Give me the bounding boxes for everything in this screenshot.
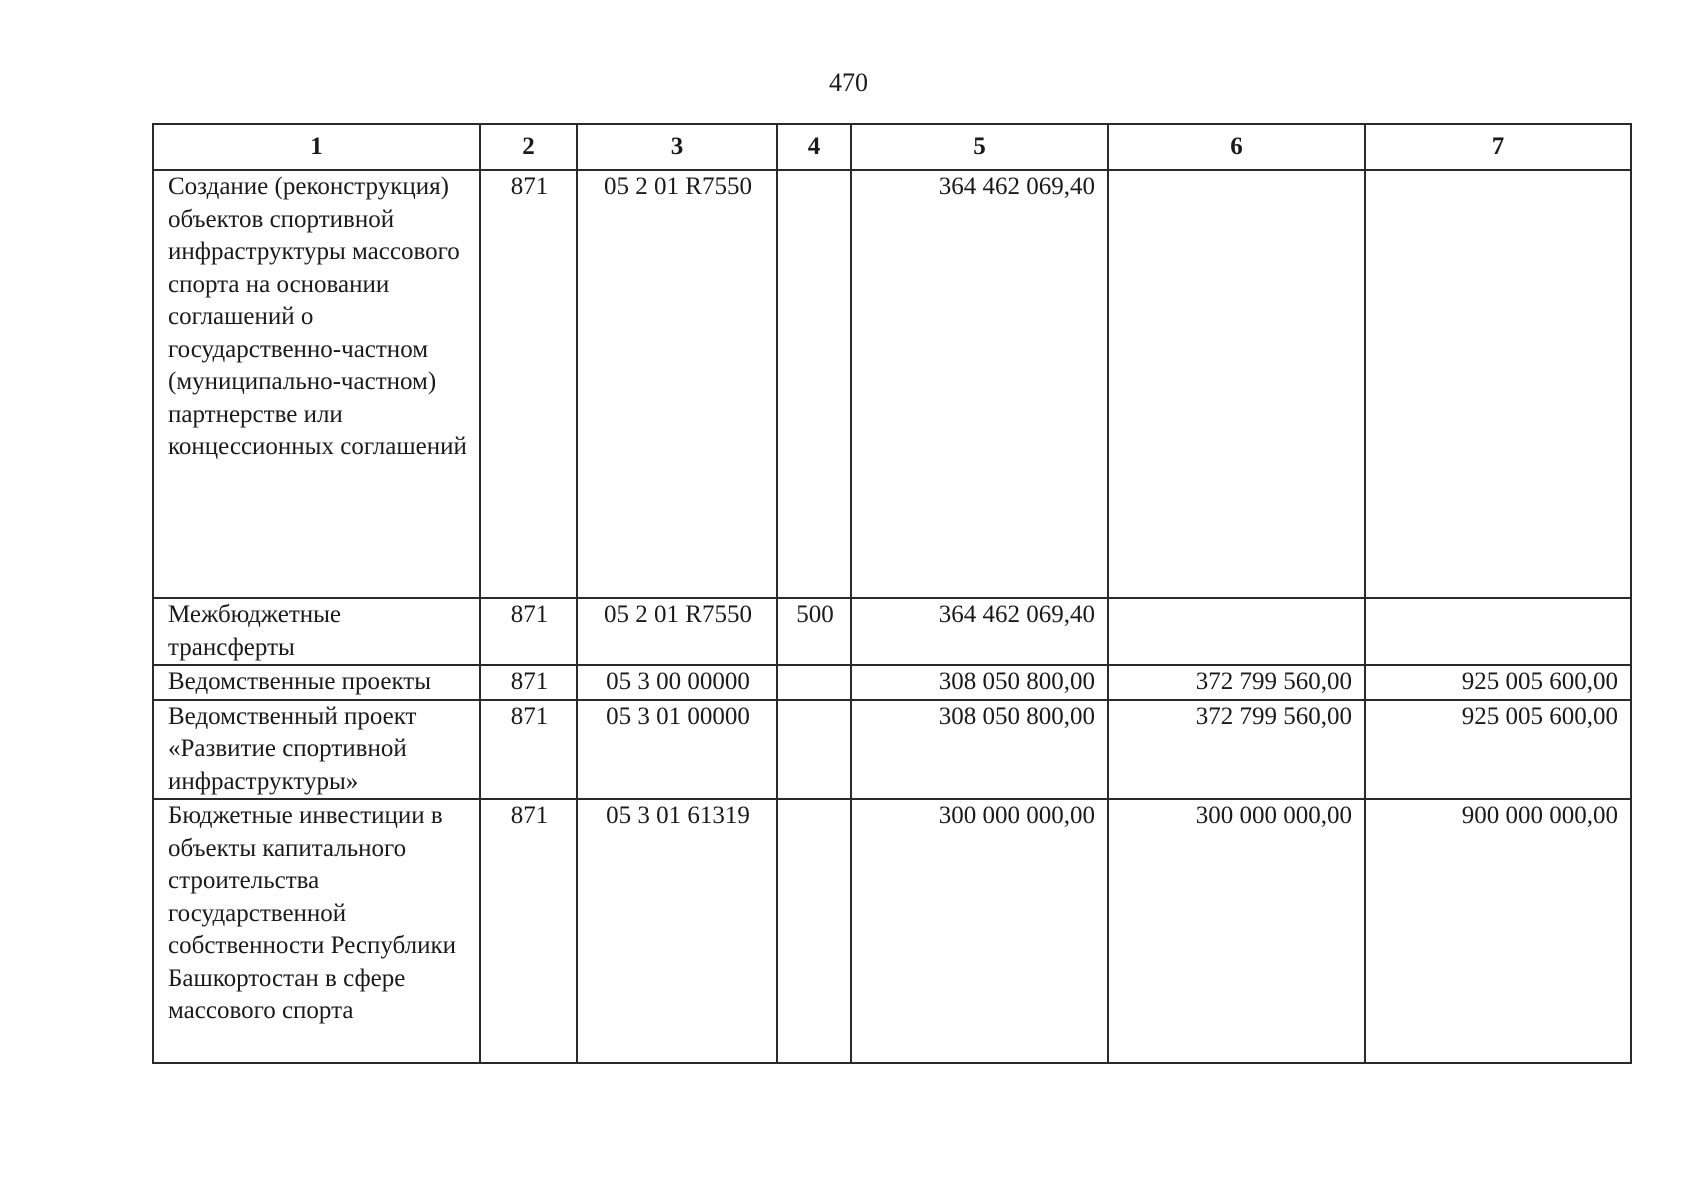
header-col-4: 4: [777, 124, 851, 170]
row-col6: [1108, 598, 1365, 665]
row-ministry: 871: [480, 799, 577, 1063]
header-col-1: 1: [153, 124, 480, 170]
row-name: Бюджетные инвестиции в объекты капитального строительства государственной собственности Республики Башкортостан в сфере массового спорта: [153, 799, 480, 1063]
row-col7: 925 005 600,00: [1365, 665, 1631, 700]
row-ministry: 871: [480, 700, 577, 800]
row-col5: 364 462 069,40: [851, 170, 1108, 598]
header-col-2: 2: [480, 124, 577, 170]
row-col5: 300 000 000,00: [851, 799, 1108, 1063]
row-col7: [1365, 598, 1631, 665]
row-name: Ведомственные проекты: [153, 665, 480, 700]
row-col6: 372 799 560,00: [1108, 700, 1365, 800]
table-row: [153, 170, 1631, 598]
table-row: [153, 799, 1631, 1063]
row-expense-type: [777, 665, 851, 700]
row-expense-type: 500: [777, 598, 851, 665]
row-ministry: 871: [480, 665, 577, 700]
header-col-5: 5: [851, 124, 1108, 170]
row-col5: 364 462 069,40: [851, 598, 1108, 665]
table-row: [153, 700, 1631, 800]
row-code: 05 2 01 R7550: [577, 170, 777, 598]
row-col5: 308 050 800,00: [851, 700, 1108, 800]
table-row: [153, 665, 1631, 700]
header-col-3: 3: [577, 124, 777, 170]
row-ministry: 871: [480, 598, 577, 665]
row-ministry: 871: [480, 170, 577, 598]
row-col7: 900 000 000,00: [1365, 799, 1631, 1063]
row-col6: 372 799 560,00: [1108, 665, 1365, 700]
budget-table: [152, 123, 1632, 1064]
row-expense-type: [777, 170, 851, 598]
table-row: [153, 598, 1631, 665]
row-code: 05 3 01 61319: [577, 799, 777, 1063]
row-code: 05 2 01 R7550: [577, 598, 777, 665]
row-name: Ведомственный проект «Развитие спортивной инфраструктуры»: [153, 700, 480, 800]
page-number: 470: [829, 68, 868, 97]
table-header-row: [153, 124, 1631, 170]
header-col-7: 7: [1365, 124, 1631, 170]
row-col6: 300 000 000,00: [1108, 799, 1365, 1063]
row-expense-type: [777, 700, 851, 800]
row-col7: 925 005 600,00: [1365, 700, 1631, 800]
row-col6: [1108, 170, 1365, 598]
row-name: Межбюджетные трансферты: [153, 598, 480, 665]
row-code: 05 3 00 00000: [577, 665, 777, 700]
row-col7: [1365, 170, 1631, 598]
row-col5: 308 050 800,00: [851, 665, 1108, 700]
row-expense-type: [777, 799, 851, 1063]
header-col-6: 6: [1108, 124, 1365, 170]
row-code: 05 3 01 00000: [577, 700, 777, 800]
row-name: Создание (реконструкция) объектов спортивной инфраструктуры массового спорта на основании соглашений о государственно-частном (муниципально-частном) партнерстве или концессионных соглашений: [153, 170, 480, 598]
